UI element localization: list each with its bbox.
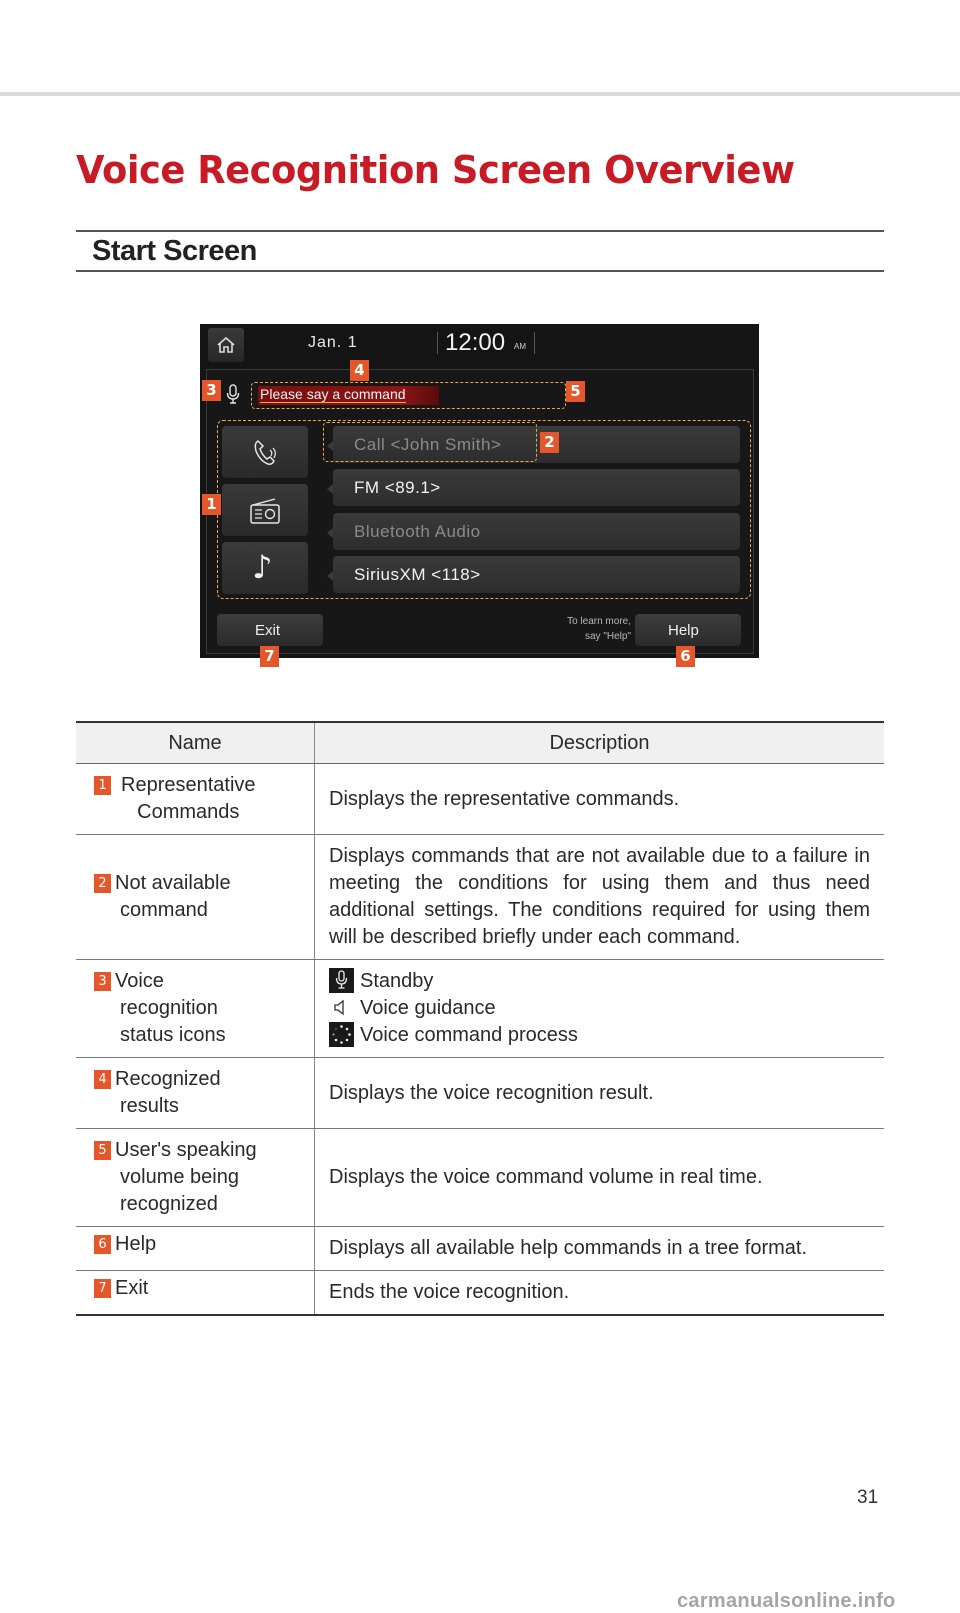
table-header-row — [76, 722, 884, 764]
radio-category-button[interactable] — [222, 484, 308, 536]
watermark: carmanualsonline.info — [677, 1590, 896, 1612]
row-name — [76, 1271, 315, 1316]
status-voice-guidance-label: Voice guidance — [360, 997, 496, 1019]
row-name-line: command — [120, 899, 208, 921]
exit-button[interactable] — [217, 614, 323, 646]
row-name-line: User's speaking — [115, 1139, 257, 1161]
row-number-badge: 1 — [94, 776, 111, 795]
row-description: Displays all available help commands in a tree format. — [315, 1227, 885, 1271]
row-name — [76, 1227, 315, 1271]
phone-icon — [252, 437, 280, 467]
table-row — [76, 1129, 884, 1227]
callout-1: 1 — [202, 494, 221, 515]
row-name-line: Representative — [121, 774, 256, 796]
exit-button-label: Exit — [255, 622, 281, 639]
callout-4: 4 — [350, 360, 369, 381]
row-name-line: Exit — [115, 1277, 149, 1299]
radio-icon — [249, 497, 281, 525]
table-row — [76, 835, 884, 960]
music-category-button[interactable] — [222, 542, 308, 594]
row-name — [76, 835, 315, 960]
status-date: Jan. 1 — [308, 334, 358, 351]
column-header-name: Name — [76, 722, 315, 764]
row-name-line: Recognized — [115, 1068, 221, 1090]
status-processing-label: Voice command process — [360, 1024, 578, 1046]
top-divider — [0, 92, 960, 96]
section-title: Start Screen — [92, 235, 257, 267]
table-row — [76, 764, 884, 835]
processing-spinner-icon — [329, 1022, 354, 1047]
status-standby-label: Standby — [360, 970, 434, 992]
help-button-label: Help — [668, 622, 699, 639]
microphone-icon — [226, 384, 240, 404]
standby-microphone-icon — [329, 968, 354, 993]
row-name-line: status icons — [120, 1024, 226, 1046]
command-item-bluetooth-audio[interactable] — [333, 513, 740, 550]
table-row — [76, 1227, 884, 1271]
row-description: Displays the representative commands. — [315, 764, 885, 835]
page-number: 31 — [857, 1487, 879, 1508]
row-name — [76, 1129, 315, 1227]
callout-3: 3 — [202, 380, 221, 401]
home-icon — [216, 336, 236, 354]
header-divider — [437, 332, 438, 354]
music-note-icon: ♪ — [252, 548, 273, 586]
command-item-label: Bluetooth Audio — [354, 522, 481, 541]
row-description: Displays the voice command volume in real time. — [315, 1129, 885, 1227]
callout-6: 6 — [676, 646, 695, 667]
table-row — [76, 1058, 884, 1129]
row-name-line: Voice — [115, 970, 164, 992]
row-name-line: volume being — [120, 1166, 239, 1188]
header-divider — [534, 332, 535, 354]
callout-5: 5 — [566, 381, 585, 402]
row-name-line: Commands — [137, 801, 240, 823]
voice-guidance-speaker-icon — [329, 995, 354, 1020]
table-row — [76, 1271, 884, 1316]
recognized-command-text: Please say a command — [260, 386, 406, 402]
row-description: Displays commands that are not available due to a failure in meeting the conditions for using them and thus need additional settings. The conditions required for using them will be described briefly under each command. — [315, 835, 885, 960]
row-number-badge: 5 — [94, 1141, 111, 1160]
command-item-siriusxm[interactable] — [333, 556, 740, 593]
row-number-badge: 2 — [94, 874, 111, 893]
help-hint-line: To learn more, — [567, 616, 631, 627]
callout-7: 7 — [260, 646, 279, 667]
section-header — [76, 230, 884, 272]
row-description — [315, 960, 885, 1058]
help-hint — [525, 614, 631, 644]
row-description: Displays the voice recognition result. — [315, 1058, 885, 1129]
row-name-line: Help — [115, 1233, 157, 1255]
not-available-highlight — [323, 422, 537, 462]
row-description: Ends the voice recognition. — [315, 1271, 885, 1316]
row-name-line: recognized — [120, 1193, 218, 1215]
row-name — [76, 1058, 315, 1129]
row-name-line: Not available — [115, 872, 231, 894]
row-number-badge: 6 — [94, 1235, 111, 1254]
row-name-line: results — [120, 1095, 179, 1117]
row-name-line: recognition — [120, 997, 218, 1019]
row-number-badge: 7 — [94, 1279, 111, 1298]
command-item-label: SiriusXM <118> — [354, 565, 481, 584]
row-number-badge: 4 — [94, 1070, 111, 1089]
row-name — [76, 960, 315, 1058]
command-item-label: FM <89.1> — [354, 478, 441, 497]
table-row — [76, 960, 884, 1058]
row-name — [76, 764, 315, 835]
page-title: Voice Recognition Screen Overview — [76, 148, 795, 192]
command-item-fm[interactable] — [333, 469, 740, 506]
phone-category-button[interactable] — [222, 426, 308, 478]
overview-table — [76, 721, 884, 1316]
status-clock: 12:00 — [445, 329, 506, 356]
home-button[interactable] — [208, 328, 244, 362]
help-hint-line: say "Help" — [584, 631, 631, 642]
column-header-description: Description — [315, 722, 885, 764]
voice-recognition-screenshot — [200, 324, 759, 665]
status-ampm: AM — [514, 342, 526, 351]
callout-2: 2 — [540, 432, 559, 453]
help-button[interactable] — [635, 614, 741, 646]
row-number-badge: 3 — [94, 972, 111, 991]
recognized-command-box — [251, 382, 566, 409]
command-item-label: Call <John Smith> — [354, 435, 502, 454]
